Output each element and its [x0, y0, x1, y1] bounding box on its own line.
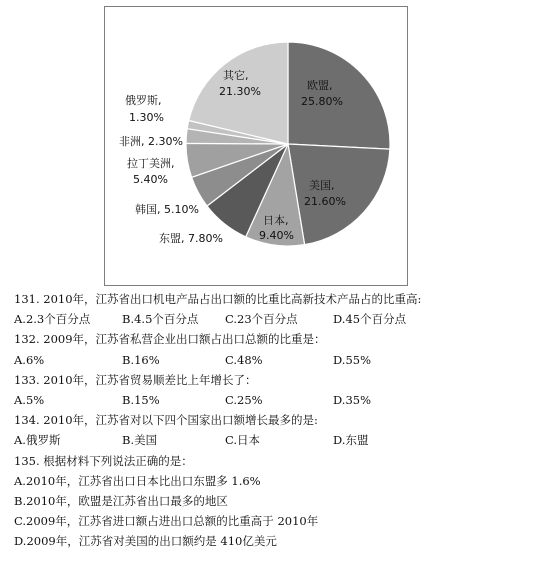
label-africa: 非洲, 2.30%: [119, 135, 183, 148]
option-b: B.16%: [122, 352, 160, 367]
option-c: C.23个百分点: [225, 312, 298, 327]
option-d: D.55%: [333, 352, 372, 367]
label-other-value: 21.30%: [219, 85, 261, 98]
label-latam: 拉丁美洲,: [127, 157, 175, 170]
label-korea: 韩国, 5.10%: [135, 203, 199, 216]
option-a: A.2.3个百分点: [14, 312, 91, 327]
option-b: B.2010年，欧盟是江苏省出口最多的地区: [14, 494, 228, 509]
option-b: B.4.5个百分点: [122, 312, 199, 327]
option-b: B.15%: [122, 393, 160, 408]
label-eu: 欧盟,: [307, 79, 333, 92]
question-133: [14, 370, 540, 410]
question-stem: 131. 2010年，江苏省出口机电产品占出口额的比重比高新技术产品占的比重高:: [14, 292, 422, 306]
label-russia: 俄罗斯,: [125, 94, 162, 107]
option-row: [14, 430, 540, 450]
label-jp: 日本,: [263, 214, 289, 227]
label-eu-value: 25.80%: [301, 95, 343, 108]
option-c: C.日本: [225, 433, 261, 448]
option-c: C.48%: [225, 352, 263, 367]
option-row: [14, 350, 540, 370]
label-latam-value: 5.40%: [133, 173, 168, 186]
label-asean: 东盟, 7.80%: [159, 232, 223, 245]
option-d: D.35%: [333, 393, 372, 408]
option-a: A.6%: [14, 352, 45, 367]
label-us-value: 21.60%: [304, 195, 346, 208]
question-stem: 132. 2009年，江苏省私营企业出口额占出口总额的比重是：: [14, 332, 326, 347]
question-stem: 134. 2010年，江苏省对以下四个国家出口额增长最多的是:: [14, 413, 318, 428]
option-c: C.25%: [225, 393, 263, 408]
label-us: 美国,: [309, 179, 335, 192]
question-135: [14, 451, 540, 552]
option-row: [14, 309, 540, 329]
question-131: [14, 289, 540, 329]
label-other: 其它,: [223, 69, 249, 82]
question-stem: 133. 2010年，江苏省贸易顺差比上年增长了：: [14, 372, 257, 387]
option-a: A.5%: [14, 393, 45, 408]
option-b: B.美国: [122, 433, 158, 448]
pie-chart: [104, 6, 408, 286]
question-stem: 135. 根据材料下列说法正确的是：: [14, 453, 193, 468]
question-list: [14, 289, 540, 552]
pie-chart-svg: [105, 7, 407, 285]
option-d: D.45个百分点: [333, 312, 407, 327]
option-row: [14, 390, 540, 410]
option-a: A.2010年，江苏省出口日本比出口东盟多 1.6%: [14, 473, 261, 488]
option-d: D.东盟: [333, 433, 369, 448]
question-132: [14, 329, 540, 369]
label-jp-value: 9.40%: [259, 229, 294, 242]
option-a: A.俄罗斯: [14, 433, 61, 448]
question-134: [14, 410, 540, 450]
option-d: D.2009年，江苏省对美国的出口额约是 410亿美元: [14, 534, 277, 549]
option-c: C.2009年，江苏省进口额占进出口总额的比重高于 2010年: [14, 514, 319, 529]
label-russia-value: 1.30%: [129, 111, 164, 124]
